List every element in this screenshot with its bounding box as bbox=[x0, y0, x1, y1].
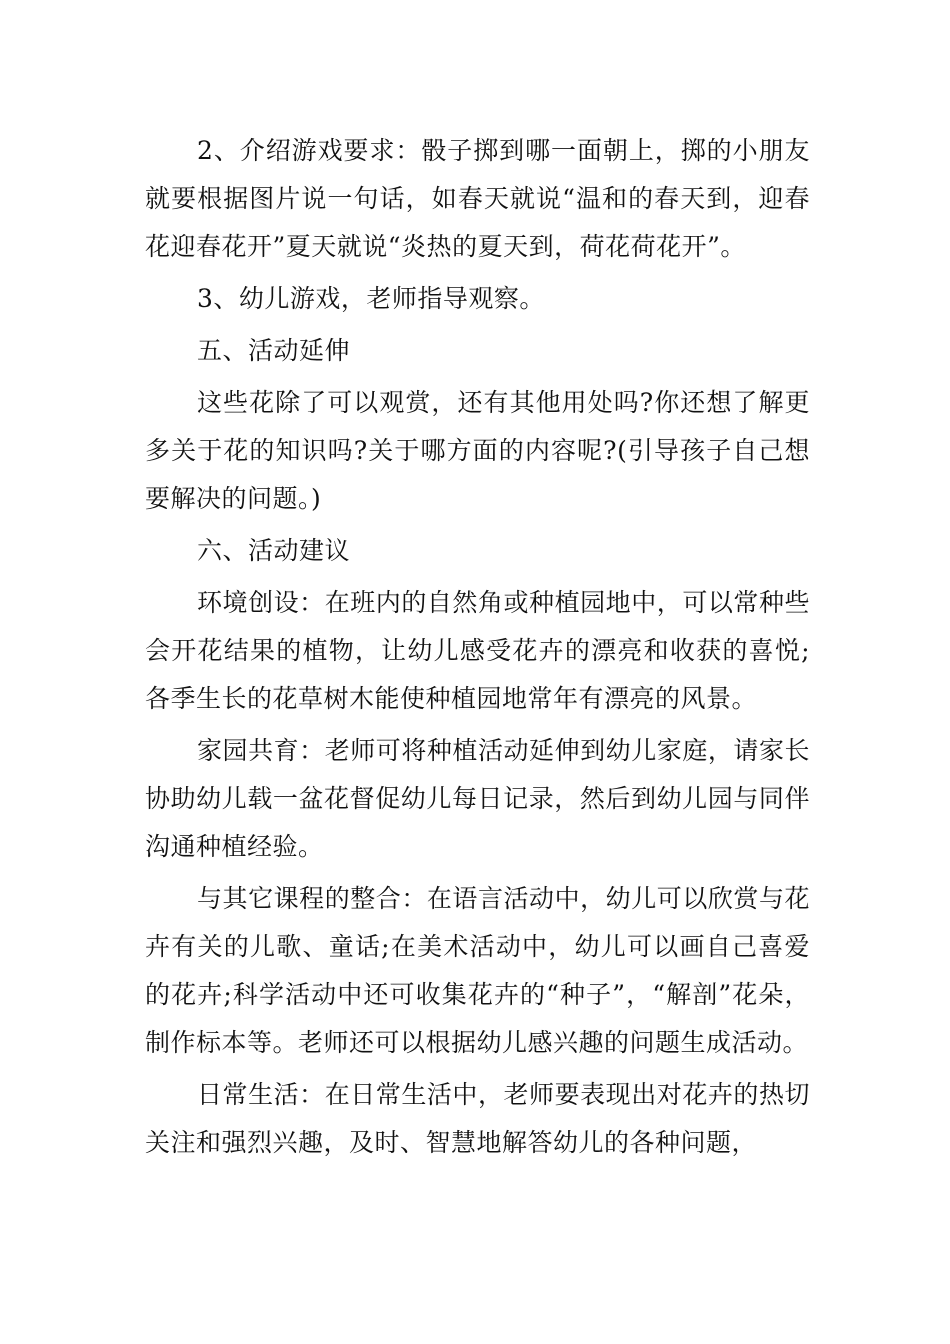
paragraph-daily-life: 日常生活：在日常生活中，老师要表现出对花卉的热切关注和强烈兴趣，及时、智慧地解答幼儿的各种问题， bbox=[145, 1080, 810, 1157]
heading-activity-suggestions: 六、活动建议 bbox=[197, 536, 351, 565]
paragraph-children-play: 3、幼儿游戏，老师指导观察。 bbox=[197, 284, 545, 313]
paragraph-curriculum-integration: 与其它课程的整合：在语言活动中，幼儿可以欣赏与花卉有关的儿歌、童话;在美术活动中，幼儿可以画自己喜爱的花卉;科学活动中还可收集花卉的“种子”，“解剖”花朵，制作标本等。老师还可以根据幼儿感兴趣的问题生成活动。 bbox=[145, 884, 810, 1057]
document-body bbox=[145, 127, 810, 1171]
paragraph-home-school: 家园共育：老师可将种植活动延伸到幼儿家庭，请家长协助幼儿载一盆花督促幼儿每日记录，然后到幼儿园与同伴沟通种植经验。 bbox=[145, 736, 810, 861]
paragraph-extension-questions: 这些花除了可以观赏，还有其他用处吗?你还想了解更多关于花的知识吗?关于哪方面的内容呢?(引导孩子自己想要解决的问题。) bbox=[145, 388, 810, 513]
paragraph-game-rules: 2、介绍游戏要求：骰子掷到哪一面朝上，掷的小朋友就要根据图片说一句话，如春天就说“温和的春天到，迎春花迎春花开”夏天就说“炎热的夏天到，荷花荷花开”。 bbox=[145, 136, 810, 261]
paragraph-environment-setup: 环境创设：在班内的自然角或种植园地中，可以常种些会开花结果的植物，让幼儿感受花卉的漂亮和收获的喜悦;各季生长的花草树木能使种植园地常年有漂亮的风景。 bbox=[145, 588, 810, 713]
heading-activity-extension: 五、活动延伸 bbox=[197, 336, 351, 365]
